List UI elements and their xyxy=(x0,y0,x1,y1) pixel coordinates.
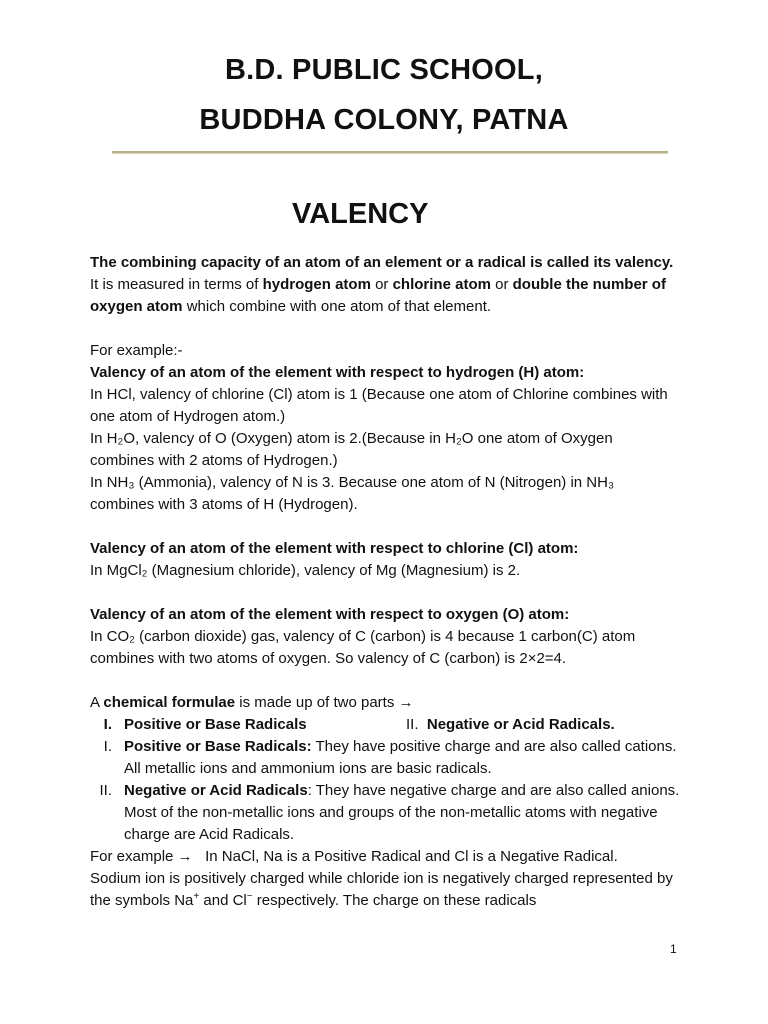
hydrogen-heading xyxy=(90,362,680,384)
oxygen-heading-text: Valency of an atom of the element with respect to oxygen (O) atom: xyxy=(90,606,570,623)
oxygen-atom-term: double the number of oxygen atom xyxy=(90,276,666,315)
document-body xyxy=(90,252,680,912)
nacl-example xyxy=(90,846,680,868)
list-number: I. xyxy=(103,738,112,755)
h2o-example: In H₂O, valency of O (Oxygen) atom is 2.(Because in H₂O one atom of Oxygen combines with 2 atoms of Hydrogen.) xyxy=(90,430,613,469)
definition-text: It is measured in terms of xyxy=(90,276,263,293)
chlorine-atom-term: chlorine atom xyxy=(392,276,491,293)
for-example-label: For example:- xyxy=(90,342,183,359)
chlorine-heading xyxy=(90,538,680,560)
co2-example: In CO₂ (carbon dioxide) gas, valency of C (carbon) is 4 because 1 carbon(C) atom combines with two atoms of oxygen. So valency of C (carbon) is 2×2=4. xyxy=(90,628,636,667)
ion-text: Sodium ion is positively charged while chloride ion is negatively charged represented by the symbols Na xyxy=(90,870,673,909)
definition-bold: The combining capacity of an atom of an element or a radical is called its valency. xyxy=(90,254,674,271)
positive-radicals-text: They have positive charge and are also called cations. All metallic ions and ammonium ions are basic radicals. xyxy=(124,738,677,777)
oxygen-heading xyxy=(90,604,680,626)
formula-prefix: A xyxy=(90,694,104,711)
ion-text-end: respectively. The charge on these radicals xyxy=(252,892,537,909)
for-example-arrow: For example → xyxy=(90,848,193,865)
header-divider xyxy=(112,151,668,154)
negative-charge: − xyxy=(246,891,253,902)
hydrogen-atom-term: hydrogen atom xyxy=(262,276,371,293)
positive-radicals-term: Positive or Base Radicals: xyxy=(124,738,312,755)
chemical-formulae-term: chemical formulae xyxy=(103,694,236,711)
list-item xyxy=(90,780,680,846)
school-location: BUDDHA COLONY, PATNA xyxy=(199,104,569,136)
mgcl2-example: In MgCl₂ (Magnesium chloride), valency of Mg (Magnesium) is 2. xyxy=(90,562,521,579)
ion-text: and Cl xyxy=(199,892,247,909)
list-number: II. xyxy=(406,716,419,733)
nh3-example: In NH₃ (Ammonia), valency of N is 3. Because one atom of N (Nitrogen) in NH₃ combines with 3 atoms of H (Hydrogen). xyxy=(90,474,615,513)
page-title: VALENCY xyxy=(292,198,429,230)
chlorine-heading-text: Valency of an atom of the element with respect to chlorine (Cl) atom: xyxy=(90,540,579,557)
hcl-example: In HCl, valency of chlorine (Cl) atom is 1 (Because one atom of Chlorine combines with one atom of Hydrogen atom.) xyxy=(90,386,668,425)
list-item xyxy=(90,736,680,780)
part-negative-group xyxy=(406,714,615,736)
page-number: 1 xyxy=(670,942,677,956)
list-number: II. xyxy=(99,782,112,799)
list-number: I. xyxy=(103,716,112,733)
hydrogen-heading-text: Valency of an atom of the element with respect to hydrogen (H) atom: xyxy=(90,364,585,381)
definition-paragraph xyxy=(90,252,680,318)
or-text: or xyxy=(370,276,393,293)
definition-text-end: which combine with one atom of that element. xyxy=(182,298,492,315)
or-text: or xyxy=(490,276,513,293)
part-positive-radicals: Positive or Base Radicals xyxy=(124,716,307,733)
part-negative-radicals: Negative or Acid Radicals. xyxy=(426,716,615,733)
school-name: B.D. PUBLIC SCHOOL, xyxy=(225,54,543,86)
formula-suffix: is made up of two parts → xyxy=(235,694,414,711)
nacl-text: In NaCl, Na is a Positive Radical and Cl is a Negative Radical. xyxy=(205,848,618,865)
ion-symbols-paragraph xyxy=(90,868,680,912)
formula-intro xyxy=(90,692,680,714)
positive-charge: + xyxy=(193,891,200,902)
negative-radicals-text: : They have negative charge and are also called anions. Most of the non-metallic ions and groups of the non-metallic atoms with negative charge are Acid Radicals. xyxy=(124,782,680,843)
radical-parts-row xyxy=(90,714,680,736)
negative-radicals-term: Negative or Acid Radicals xyxy=(124,782,308,799)
